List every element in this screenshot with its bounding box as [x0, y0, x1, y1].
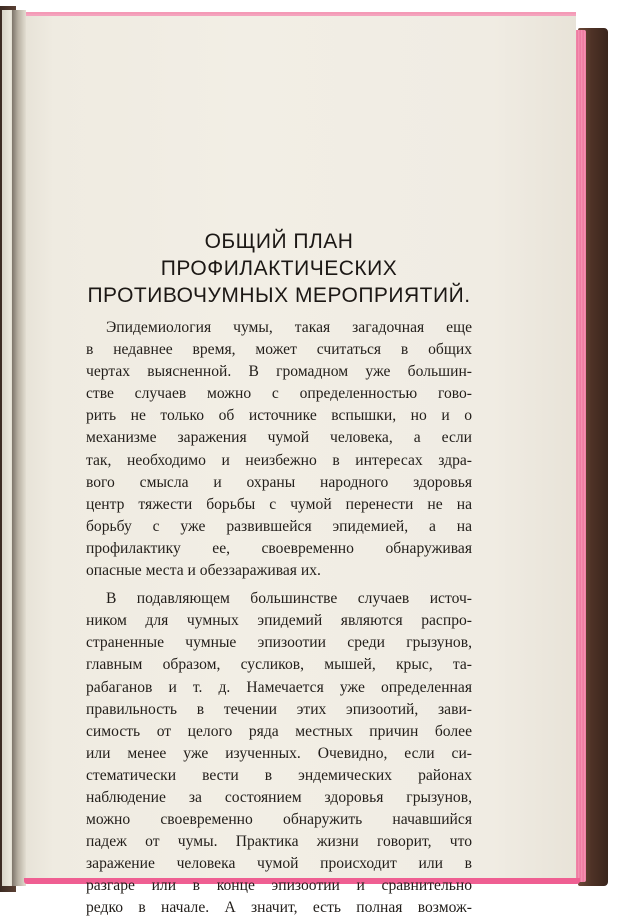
text-line: страненные чумные эпизоотии среди грызунов,	[86, 634, 472, 652]
text-line: наблюдение за состоянием здоровья грызунов,	[86, 788, 472, 806]
paragraph-2	[86, 588, 472, 919]
text-line: симость от целого ряда местных причин более	[86, 722, 472, 740]
text-line: главным образом, сусликов, мышей, крыс, та-	[86, 656, 472, 674]
text-line: рить не только об источнике вспышки, но и о	[86, 407, 472, 425]
text-line: механизме заражения чумой человека, а если	[86, 429, 472, 447]
text-line: правильность в течении этих эпизоотий, зави-	[86, 700, 472, 718]
text-line: профилактику ее, своевременно обнаруживая	[86, 539, 472, 557]
text-line: разгаре или в конце эпизоотии и сравнительно	[86, 877, 472, 895]
text-line: ником для чумных эпидемий являются распро-	[86, 612, 472, 630]
text-line: можно своевременно обнаружить начавшийся	[86, 811, 472, 829]
chapter-heading-line-1: ОБЩИЙ ПЛАН ПРОФИЛАКТИЧЕСКИХ	[160, 230, 398, 280]
text-line: борьбу с уже развившейся эпидемией, а на	[86, 517, 472, 535]
text-line: В подавляющем большинстве случаев источ-	[106, 590, 472, 608]
paragraph-1	[86, 317, 472, 582]
text-line: в недавнее время, может считаться в общих	[86, 341, 472, 359]
text-line: редко в начале. А значит, есть полная возмож-	[86, 899, 472, 917]
text-line: стематически вести в эндемических районах	[86, 766, 472, 784]
text-line: Эпидемиология чумы, такая загадочная еще	[106, 319, 472, 336]
text-line: так, необходимо и неизбежно в интересах здра-	[86, 451, 472, 469]
text-line: чертах выясненной. В громадном уже большин-	[86, 363, 472, 381]
text-line: вого смысла и охраны народного здоровья	[86, 473, 472, 491]
text-line: заражение человека чумой происходит или в	[86, 855, 472, 873]
text-line: центр тяжести борьбы с чумой перенести не на	[86, 495, 472, 513]
page-text	[86, 228, 472, 920]
text-line: опасные места и обеззараживая их.	[86, 562, 321, 580]
text-line: рабаганов и т. д. Намечается уже определенная	[86, 678, 472, 696]
text-line: стве случаев можно с определенностью гово-	[86, 385, 472, 403]
book-gutter	[12, 10, 26, 886]
chapter-heading	[86, 228, 472, 309]
text-line: или менее уже изученных. Очевидно, если си-	[86, 744, 472, 762]
chapter-heading-line-2: ПРОТИВОЧУМНЫХ МЕРОПРИЯТИЙ.	[87, 284, 471, 307]
text-line: падеж от чумы. Практика жизни говорит, что	[86, 833, 472, 851]
